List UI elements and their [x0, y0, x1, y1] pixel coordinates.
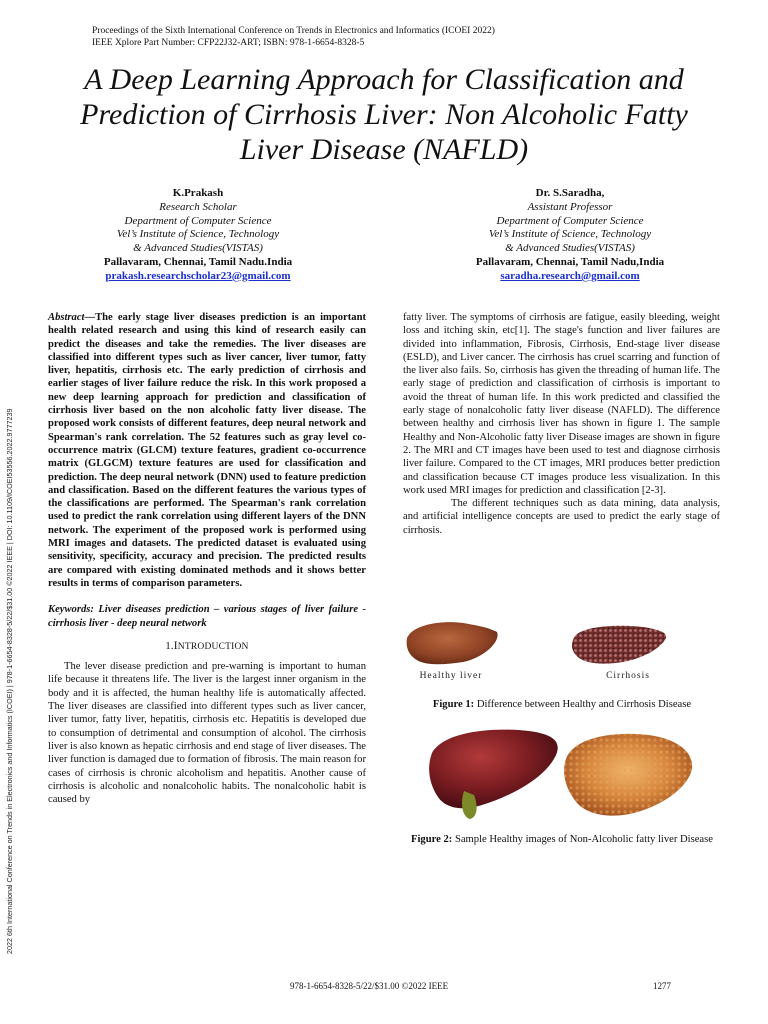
author-name: K.Prakash: [172, 187, 224, 199]
author-location: Pallavaram, Chennai, Tamil Nadu.India: [103, 255, 293, 268]
author-location: Pallavaram, Chennai, Tamil Nadu,India: [475, 255, 665, 268]
page-number: 1277: [653, 981, 671, 991]
figure-2-caption: Figure 2: Sample Healthy images of Non-Alcoholic fatty liver Disease: [411, 834, 713, 845]
right-paragraph-1: fatty liver. The symptoms of cirrhosis are fatigue, easily bleeding, weight loss and itching skin, etc[1]. The stage's function and liver failures are divided into inflammation, Fibrosis, Cirrhosis, End-stage liver disease (ESLD), and Liver cancer. The cirrhosis has cruel scarring and function of the liver also fails. So, cirrhosis has given the threading of human life. The early stage of prediction and classification of cirrhosis is important to avoid the threat of human life. In this work predicted and classified the early stage of nonalcoholic fatty liver disease (NAFLD). The difference between healthy and cirrhosis liver has shown in figure 1. The sample Healthy and Non-Alcoholic fatty liver Disease images are shown in figure 2. The MRI and CT images have been used to test and diagnose cirrhosis liver failure. Compared to the CT images, MRI produces better prediction and classification because CT images produce less visualization. In this work used MRI images for prediction and classification [2-3].: [403, 312, 720, 496]
figure-2-image: [424, 725, 700, 823]
right-paragraph-2: The different techniques such as data mining, data analysis, and artificial intelligence concepts are used to predict the early stage of cirrhosis.: [403, 498, 720, 536]
side-doi-text: 2022 6th International Conference on Trends in Electronics and Informatics (ICOEI) | 978-1-6654-8328-5/22/$31.00 ©2022 IEEE | DOI: 10.1109/ICOEI53556.2022.9777239: [5, 408, 14, 954]
author-inst: Vel’s Institute of Science, Technology: [116, 228, 280, 241]
left-column: [48, 311, 366, 806]
abstract: [48, 311, 366, 590]
author-block-1: [48, 187, 348, 284]
author-inst-2: & Advanced Studies(VISTAS): [505, 242, 635, 255]
healthy-liver-shape: [407, 622, 498, 664]
figure-1-image: [403, 618, 721, 684]
header-line-1: Proceedings of the Sixth International Conference on Trends in Electronics and Informatics (ICOEI 2022): [92, 26, 495, 36]
cirrhosis-label: Cirrhosis: [606, 671, 650, 681]
author-block-2: [420, 187, 720, 284]
author-inst-2: & Advanced Studies(VISTAS): [133, 242, 263, 255]
author-inst: Vel’s Institute of Science, Technology: [488, 228, 652, 241]
abstract-text: —The early stage liver diseases prediction is an important health related research and using this kind of research easily can predict the diseases and take the remedies. The liver diseases are classified into different types such as liver cancer, liver tumor, fatty liver, hepatitis, cirrhosis etc. The early prediction of cirrhosis and earlier stages of liver failure reduce the risk. In this work proposed a new deep learning approach for prediction and classification of cirrhosis liver based on the non alcoholic fatty liver disease. The proposed work consists of different features, deep neural network and Spearman's rank correlation. The 52 features such as gray level co-occurrence matrix (GLCM) texture features, gradient co-occurrence matrix (GLGCM) texture features are used for classification and prediction. The deep neural network (DNN) used to feature prediction and classification. Based on the different features the various types of the classifications are performed. The Spearman's rank correlation used to predict the rank correlation using different layers of the DNN network. The experiment of the proposed work is performed using MRI images and datasets. The predicted dataset is evaluated using sensitivity, specificity, accuracy and precision. The predicted results are compared with existing dominated methods and it shows better results in terms of comparison parameters.: [48, 312, 366, 589]
author-role: Research Scholar: [159, 200, 237, 213]
keywords-label: Keywords:: [48, 604, 94, 616]
keywords: [48, 603, 366, 630]
conference-header: [92, 25, 495, 49]
author-email-link[interactable]: saradha.research@gmail.com: [500, 269, 640, 282]
author-name: Dr. S.Saradha,: [535, 187, 605, 199]
abstract-label: Abstract: [48, 312, 85, 323]
section-heading-introduction: 1.INTRODUCTION: [165, 639, 249, 652]
liver-comparison-illustration: [403, 618, 721, 684]
author-role: Assistant Professor: [527, 200, 613, 213]
author-dept: Department of Computer Science: [496, 214, 644, 227]
keywords-text: Liver diseases prediction – various stages of liver failure -cirrhosis liver - deep neural network: [48, 604, 366, 629]
footer-copyright: 978-1-6654-8328-5/22/$31.00 ©2022 IEEE: [290, 981, 449, 991]
right-column: [403, 311, 720, 537]
nafld-sample-illustration: [424, 725, 700, 823]
intro-paragraph: The lever disease prediction and pre-warning is important to human life because it threatens life. The liver is the largest inner organism in the body and it is affected, the human healthy life is automatically affected. The liver diseases are classified into different types such as liver cancer, liver tumor, fatty liver, hepatitis, cirrhosis etc. Hepatitis is developed due to consumption of detrimental and consumption of alcohol. The cirrhosis liver is also known as hepatic cirrhosis and end stage of liver diseases. The liver function is damaged due to formation of fibrosis. The main reason for cases of cirrhosis is chronic alcoholism and hepatitis. Another cause of cirrhosis is alcoholic and nonalcoholic habits. The nonalcoholic habit is caused by: [48, 661, 366, 806]
author-dept: Department of Computer Science: [124, 214, 272, 227]
header-line-2: IEEE Xplore Part Number: CFP22J32-ART; ISBN: 978-1-6654-8328-5: [92, 38, 365, 48]
healthy-liver-label: Healthy liver: [419, 671, 483, 681]
paper-title: A Deep Learning Approach for Classification and Prediction of Cirrhosis Liver: Non Alcoholic Fatty Liver Disease (NAFLD): [80, 63, 688, 166]
figure-1-caption: Figure 1: Difference between Healthy and Cirrhosis Disease: [432, 699, 692, 710]
cirrhosis-liver-shape: [572, 626, 666, 664]
author-email-link[interactable]: prakash.researchscholar23@gmail.com: [105, 269, 291, 282]
